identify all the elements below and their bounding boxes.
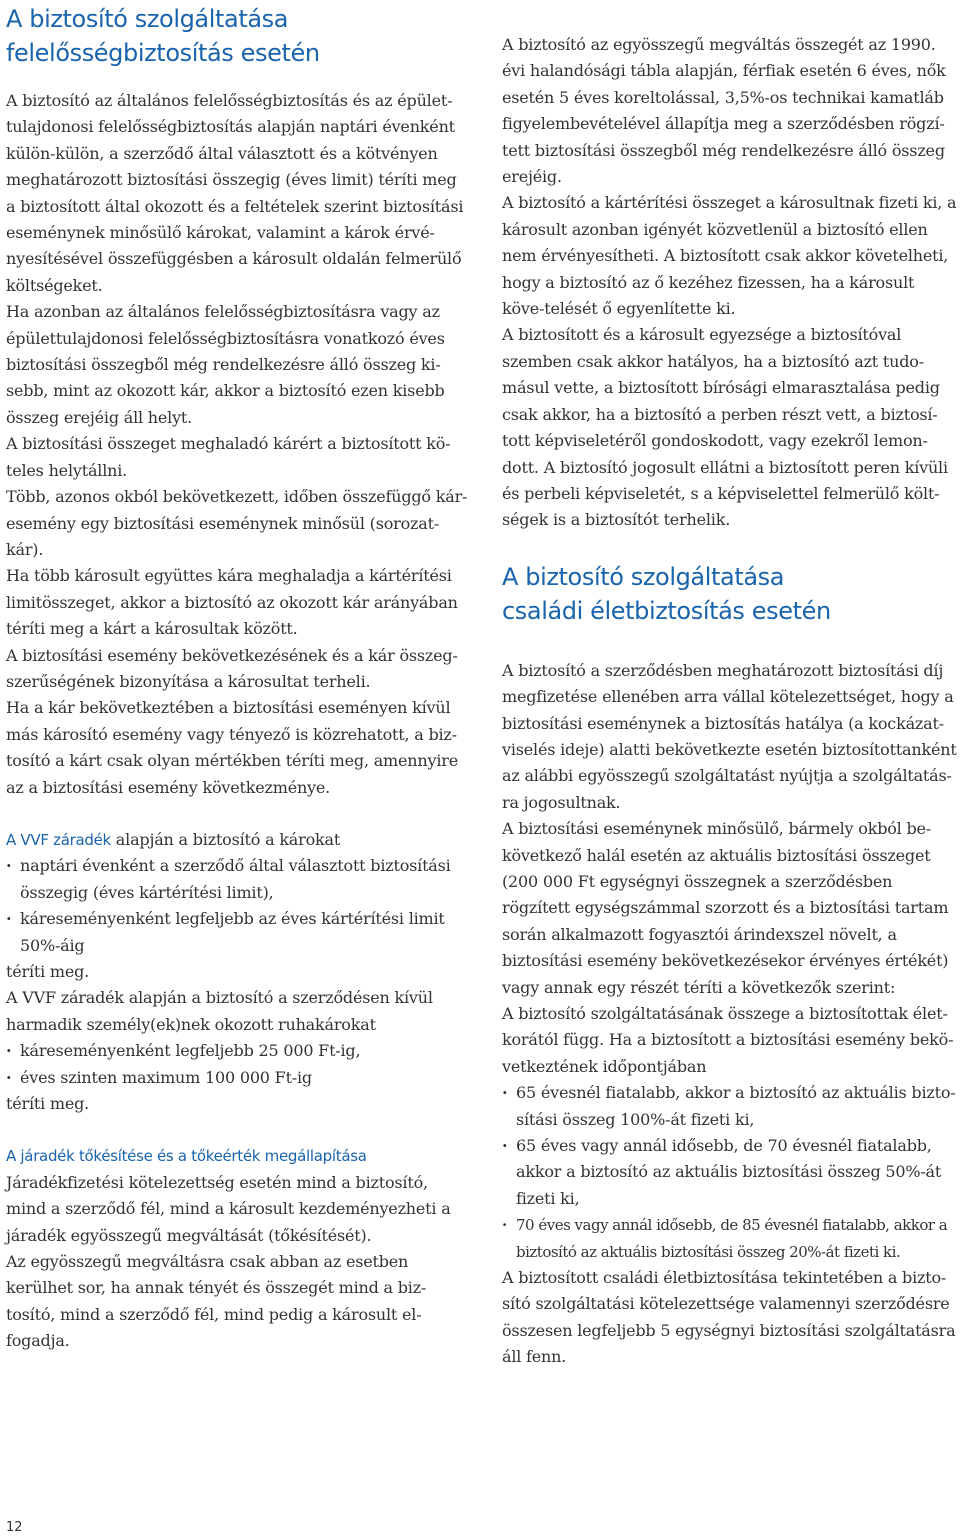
sub-heading-annuity: A járadék tőkésítése és a tőkeérték megállapítása: [6, 1147, 367, 1166]
vvf-clause-text: alapján a biztosító a károkat: [110, 829, 341, 849]
paragraph: A biztosítási esemény bekövetkezésének és a kár összeg-szerűségének bizonyítása a károsultat terheli.: [6, 645, 458, 691]
list-item: · 65 évesnél fiatalabb, akkor a biztosító az aktuális bizto-sítási összeg 100%-át fizeti ki,: [502, 1080, 958, 1133]
paragraph: téríti meg.: [6, 962, 90, 981]
list-item: · 70 éves vagy annál idősebb, de 85 évesnél fiatalabb, akkor a biztosító az aktuális biztosítási összeg 20%-át fizeti ki.: [502, 1212, 958, 1265]
paragraph: Ha a kár bekövetkeztében a biztosítási eseményen kívül más károsító esemény vagy tényező is közrehatott, a biz-tosító a kárt csak olyan mértékben téríti meg, amennyire az a biztosítási esemény következménye.: [6, 698, 458, 797]
section-title-liability: [6, 2, 468, 70]
paragraph: A biztosítási eseménynek minősülő, bármely okból be-következő halál esetén az aktuális biztosítási összeget (200 000 Ft egységnyi összegnek a szerződésben rögzített egységszámmal szorzott és a biztosítási tartam során alkalmazott fogyasztói árindexszel növelt, a biztosítási esemény bekövetkezésekor érvényes értékét) vagy annak egy részét téríti a következők szerint:: [502, 819, 949, 997]
vvf-clause-label: A VVF záradék: [6, 830, 111, 849]
right-column: [502, 0, 958, 1371]
vvf-limit-list: [6, 853, 468, 959]
spacer: [6, 801, 468, 827]
age-tier-list: [502, 1080, 958, 1265]
vvf-clause-intro: [6, 827, 468, 853]
paragraph: Több, azonos okból bekövetkezett, időben összefüggő kár-esemény egy biztosítási eseménynek minősül (sorozat-kár).: [6, 487, 468, 559]
vvf-clothing-list: [6, 1038, 468, 1091]
paragraph: A biztosított családi életbiztosítása tekintetében a bizto-sító szolgáltatási kötelezettsége valamennyi szerződésre összesen legfeljebb 5 egységnyi biztosítási szolgáltatásra áll fenn.: [502, 1268, 956, 1367]
paragraph: Ha több károsult együttes kára meghaladja a kártérítési limitösszeget, akkor a biztosító az okozott kár arányában téríti meg a kárt a károsultak között.: [6, 566, 458, 639]
paragraph: A biztosító szolgáltatásának összege a biztosítottak élet-korától függ. Ha a biztosított a biztosítási esemény bekö-vetkeztének időpontjában: [502, 1004, 954, 1076]
list-item: · naptári évenként a szerződő által választott biztosítási összegig (éves kártérítési limit),: [6, 853, 468, 906]
list-item: · 65 éves vagy annál idősebb, de 70 évesnél fiatalabb, akkor a biztosító az aktuális biztosítási összeg 50%-át fizeti ki,: [502, 1133, 958, 1212]
title-line: A biztosító szolgáltatása: [6, 5, 289, 33]
paragraph: Járadékfizetési kötelezettség esetén mind a biztosító, mind a szerződő fél, mind a károsult kezdeményezheti a járadék egyösszegű megváltását (tőkésítését).: [6, 1172, 451, 1245]
page-number: 12: [6, 1520, 23, 1535]
paragraph: A biztosító az általános felelősségbiztosítás és az épület-tulajdonosi felelősségbiztosítás alapján naptári évenként külön-külön, a szerződő által választott és a kötvényen meghatározott biztosítási összegig (éves limit) téríti meg a biztosított által okozott és a feltételek szerint biztosítási eseménynek minősülő károkat, valamint a károk érvé-nyesítésével összefüggésben a károsult oldalán felmerülő költségeket.: [6, 91, 464, 295]
paragraph: A biztosító a kártérítési összeget a károsultnak fizeti ki, a károsult azonban igényét közvetlenül a biztosító ellen nem érvényesítheti. A biztosított csak akkor követelheti, hogy a biztosító az ő kezéhez fizessen, ha a károsult köve-telését ő egyenlítette ki.: [502, 193, 957, 319]
paragraph: A biztosító az egyösszegű megváltás összegét az 1990. évi halandósági tábla alapján, férfiak esetén 6 éves, nők esetén 5 éves koreltolással, 3,5%-os technikai kamatláb figyelembevételével állapítja meg a szerződésben rögzí-tett biztosítási összegből még rendelkezésre álló összeg erejéig.: [502, 35, 946, 187]
paragraph: A biztosító a szerződésben meghatározott biztosítási díj megfizetése ellenében arra vállal kötelezettséget, hogy a biztosítási eseménynek a biztosítás hatálya (a kockázat-viselés ideje) alatti bekövetkezte esetén biztosítottanként az alábbi egyösszegű szolgáltatást nyújtja a szolgáltatás-ra jogosultnak.: [502, 660, 957, 812]
title-line: felelősségbiztosítás esetén: [6, 39, 320, 67]
spacer: [6, 1117, 468, 1143]
left-column: [6, 0, 468, 1355]
title-line: családi életbiztosítás esetén: [502, 596, 831, 625]
paragraph: Az egyösszegű megváltásra csak abban az esetben kerülhet sor, ha annak tényét és összegét mind a biz-tosító, mind a szerződő fél, mind pedig a károsult el-fogadja.: [6, 1252, 427, 1351]
paragraph: Ha azonban az általános felelősségbiztosításra vagy az épülettulajdonosi felelősségbiztosításra vonatkozó éves biztosítási összegből még rendelkezésre álló összeg ki-sebb, mint az okozott kár, akkor a biztosító ezen kisebb összeg erejéig áll helyt.: [6, 302, 445, 427]
paragraph: A biztosítási összeget meghaladó kárért a biztosított kö-teles helytállni.: [6, 434, 451, 480]
title-line: A biztosító szolgáltatása: [502, 562, 785, 591]
list-item: · éves szinten maximum 100 000 Ft-ig: [6, 1065, 468, 1091]
section-title-family-life: [502, 560, 958, 628]
paragraph: téríti meg.: [6, 1094, 90, 1114]
paragraph: A biztosított és a károsult egyezsége a biztosítóval szemben csak akkor hatályos, ha a biztosító azt tudo-másul vette, a biztosított bírósági elmarasztalása pedig csak akkor, ha a biztosító a perben részt vett, a biztosí-tott képviseletéről gondoskodott, vagy ezekről lemon-dott. A biztosító jogosult ellátni a biztosított peren kívüli és perbeli képviseletét, s a képviselettel felmerülő költ-ségek is a biztosítót terhelik.: [502, 325, 948, 530]
paragraph: A VVF záradék alapján a biztosító a szerződésen kívül harmadik személy(ek)nek okozott ruhakárokat: [6, 988, 433, 1034]
list-item: · káreseményenként legfeljebb 25 000 Ft-ig,: [6, 1038, 468, 1064]
list-item: · káreseményenként legfeljebb az éves kártérítési limit 50%-áig: [6, 906, 468, 959]
